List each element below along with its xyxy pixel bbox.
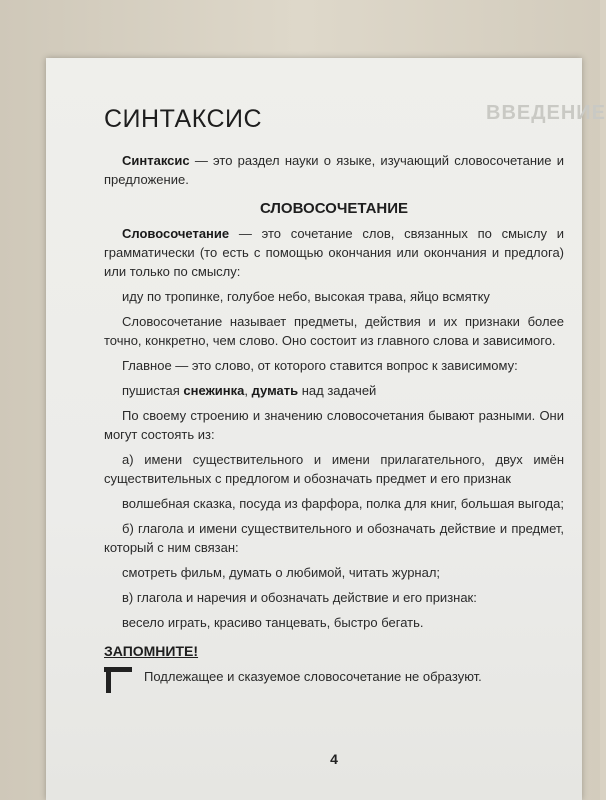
paragraph-2: Словосочетание называет предметы, действия и их признаки более точно, конкретно, чем слово. Оно состоит из главного слова и зависимого. [104, 314, 564, 348]
remember-label: ЗАПОМНИТЕ! [104, 643, 199, 659]
example-a: волшебная сказка, посуда из фарфора, полка для книг, большая выгода; [122, 496, 564, 511]
example-c: весело играть, красиво танцевать, быстро бегать. [122, 615, 424, 630]
intro-paragraph [104, 151, 564, 189]
example-2 [104, 381, 564, 400]
item-b: б) глагола и имени существительного и обозначать действие и предмет, который с ним связан: [104, 521, 564, 555]
page-title: СИНТАКСИС [104, 105, 263, 133]
item-a: а) имени существительного и имени прилагательного, двух имён существительных с предлогом и обозначать предмет и его признак [104, 452, 564, 486]
bleed-through-heading: ВВЕДЕНИЕ [486, 102, 606, 124]
example-2-bold-2: думать [251, 383, 299, 398]
definition-term: Словосочетание [122, 226, 230, 241]
example-b: смотреть фильм, думать о любимой, читать журнал; [122, 565, 441, 580]
paragraph-4: По своему строению и значению словосочетания бывают разными. Они могут состоять из: [104, 408, 564, 442]
example-2-comma: , [244, 383, 252, 398]
paragraph-3: Главное — это слово, от которого ставится вопрос к зависимому: [122, 358, 518, 373]
book-page [46, 58, 606, 800]
example-2-rest: над задачей [298, 383, 377, 398]
page-number: 4 [330, 751, 338, 767]
remember-box [104, 667, 564, 686]
example-2-part: пушистая [122, 383, 184, 398]
remember-marker-icon [104, 667, 132, 693]
example-1: иду по тропинке, голубое небо, высокая трава, яйцо всмятку [122, 289, 490, 304]
definition-text: — это сочетание слов, связанных по смыслу и грамматически (то есть с помощью окончания или окончания и предлога) или только по смыслу: [104, 226, 564, 279]
intro-text: — это раздел науки о языке, изучающий словосочетание и предложение. [104, 153, 564, 187]
intro-term: Синтаксис [122, 153, 190, 168]
section-title: СЛОВОСОЧЕТАНИЕ [259, 200, 409, 217]
example-2-bold-1: снежинка [183, 383, 245, 398]
definition-paragraph [104, 224, 564, 281]
remember-text: Подлежащее и сказуемое словосочетание не образуют. [144, 669, 482, 684]
item-c: в) глагола и наречия и обозначать действие и его признак: [122, 590, 477, 605]
